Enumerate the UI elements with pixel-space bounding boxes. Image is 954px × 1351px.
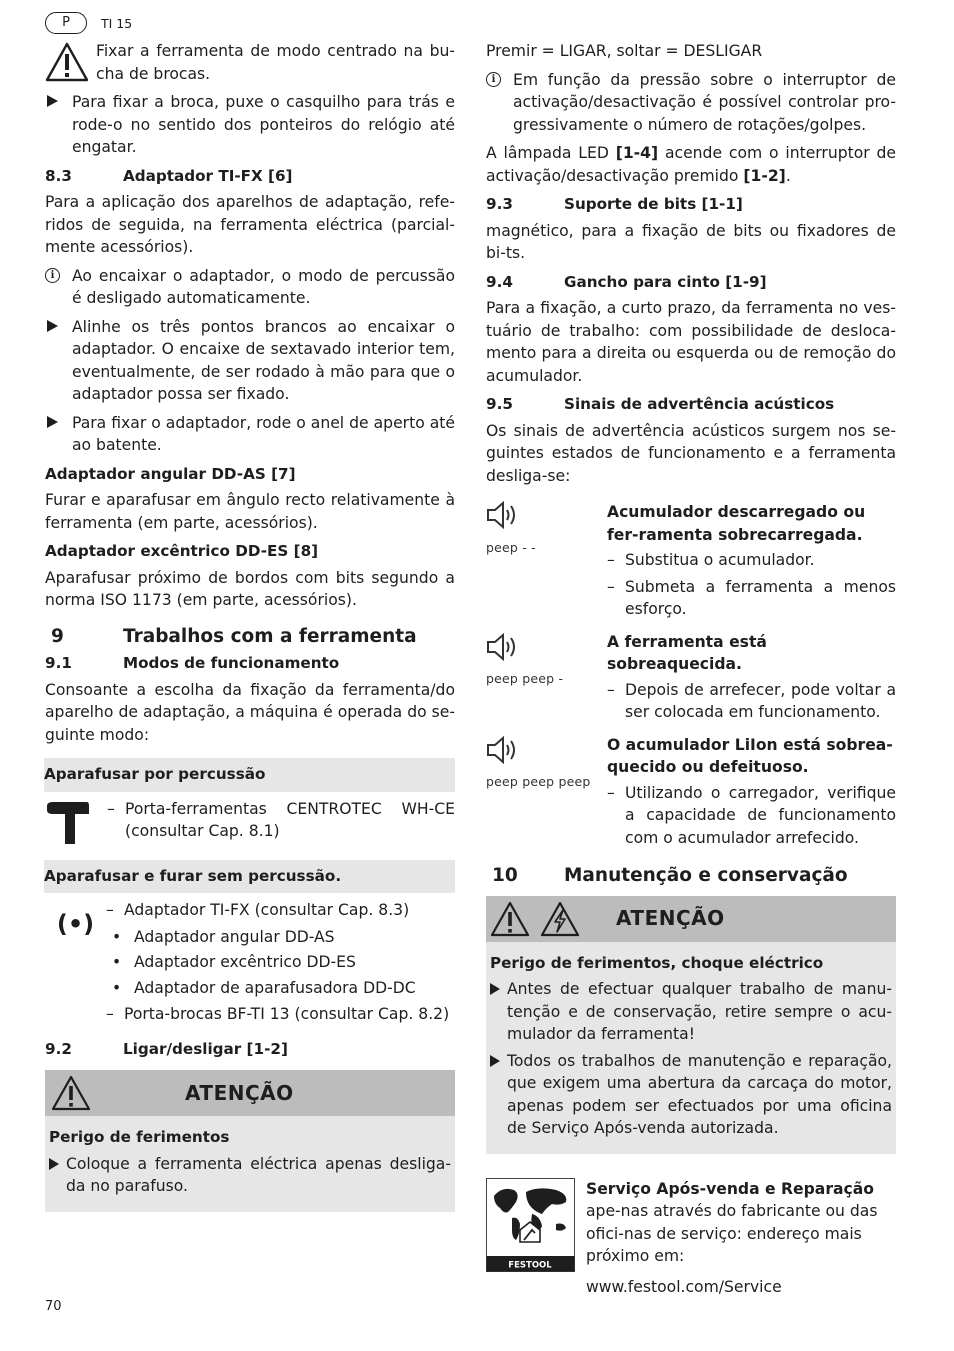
warning-box-header: [486, 896, 896, 942]
section-9-5-text: Os sinais de advertência acústicos surgem nos se-guintes estados de funcionamento e a ferramenta desliga-se:: [486, 421, 896, 485]
warning-triangle-icon: [45, 42, 89, 82]
section-number: 10: [492, 865, 518, 886]
signal-text-block: [607, 631, 896, 724]
warning-title: ATENÇÃO: [185, 1080, 294, 1105]
bullet-text: Para fixar a broca, puxe o casquilho para trás e rode-o no sentido dos ponteiros do relógio até engatar.: [72, 93, 455, 156]
left-column: [45, 40, 455, 1212]
angular-adapter-title: Adaptador angular DD-AS [7]: [45, 464, 296, 483]
signal-icon-block: [486, 501, 607, 621]
section-9-1-text: Consoante a escolha da fixação da ferramenta/do aparelho de adaptação, a máquina é operada do se-guinte modo:: [45, 680, 455, 744]
signal-title: O acumulador LiIon está sobrea-quecido ou defeituoso.: [607, 735, 893, 776]
section-9-4-text: Para a fixação, a curto prazo, da ferramenta no ves-tuário de trabalho: com possibilidade de desloca-mento para a direita ou esquerda ou de remoção do acumulador.: [486, 299, 896, 385]
section-9-5-heading: [486, 393, 896, 416]
warning-box-body: [486, 942, 896, 1154]
signal-item: – Utilizando o carregador, verifique a capacidade de funcionamento com o acumulador arrefecido.: [607, 782, 896, 850]
section-title: Modos de funcionamento: [123, 654, 340, 672]
angular-adapter-text: Furar e aparafusar em ângulo recto relativamente à ferramenta (em parte, acessórios).: [45, 491, 455, 532]
mode-drill-row: [45, 899, 455, 1026]
section-number: 9.2: [45, 1039, 72, 1058]
section-title: Sinais de advertência acústicos: [564, 395, 835, 413]
section-9-1-heading: [45, 652, 455, 675]
mode-drill-sub-1: • Adaptador angular DD-AS: [106, 926, 455, 949]
warning-heading: Perigo de ferimentos: [49, 1128, 230, 1146]
section-number: 9.5: [486, 395, 513, 413]
warning-title: ATENÇÃO: [616, 906, 725, 931]
mode-impact-row: [45, 798, 455, 848]
mode-impact-item: – Porta-ferramentas CENTROTEC WH-CE (consultar Cap. 8.1): [107, 798, 455, 848]
signal-icon-block: [486, 734, 607, 850]
signal-item: – Substitua o acumulador.: [607, 549, 896, 572]
mode-drill-list: [106, 899, 455, 1026]
bullet-fix-drill: [45, 91, 455, 159]
led-ref-1: [1-4]: [615, 144, 659, 162]
bullet-arrow-icon: [490, 1055, 500, 1067]
led-text-part: acende com o interruptor de activação/desactivação premido: [486, 144, 896, 185]
warning-box-body: [45, 1116, 455, 1212]
mode-drill-title: Aparafusar e furar sem percussão.: [44, 860, 455, 894]
warning-triangle-icon: [51, 1075, 91, 1111]
info-switch-pressure: [486, 69, 896, 137]
signal-row-1: [486, 501, 896, 621]
bullet-arrow-icon: [49, 1158, 59, 1170]
service-link[interactable]: www.festool.com/Service: [586, 1277, 782, 1296]
section-title: Trabalhos com a ferramenta: [123, 625, 417, 647]
warning-box-injury: [45, 1070, 455, 1212]
bullet-text: Alinhe os três pontos brancos ao encaixar o adaptador. O encaixe de sextavado interior tem, eventualmente, de ser rodado à mão para que o adaptador possa ser fixado.: [72, 317, 455, 403]
section-title: Gancho para cinto [1-9]: [564, 272, 767, 291]
section-8-3-heading: [45, 165, 455, 188]
language-badge: P: [45, 12, 87, 34]
section-number: 9: [51, 625, 64, 647]
signal-row-3: [486, 734, 896, 850]
signal-peep-label: peep peep -: [486, 671, 564, 686]
section-9-heading: [45, 626, 455, 649]
warning-box-header: [45, 1070, 455, 1116]
section-9-3-text: magnético, para a fixação de bits ou fixadores de bi-ts.: [486, 221, 896, 262]
section-10-heading: [486, 865, 896, 888]
service-block: [486, 1178, 896, 1272]
section-number: 9.4: [486, 272, 513, 291]
section-title: Adaptador TI-FX [6]: [123, 166, 293, 185]
info-auto-hammer-off: [45, 265, 455, 310]
eccentric-adapter-title: Adaptador excêntrico DD-ES [8]: [45, 542, 319, 560]
bullet-text: Coloque a ferramenta eléctrica apenas desliga-da no parafuso.: [66, 1154, 451, 1195]
bullet-arrow-icon: [47, 95, 58, 107]
section-title: Ligar/desligar [1-2]: [123, 1039, 288, 1058]
signal-title: Acumulador descarregado ou fer-ramenta sobrecarregada.: [607, 503, 866, 544]
mode-drill-item-1: – Adaptador TI-FX (consultar Cap. 8.3): [106, 899, 455, 922]
service-title: Serviço Após-venda e Reparação: [586, 1179, 875, 1198]
page-header: [45, 12, 132, 34]
info-text: Ao encaixar o adaptador, o modo de percussão é desligado automaticamente.: [72, 266, 455, 307]
section-9-3-heading: [486, 193, 896, 216]
info-text: Em função da pressão sobre o interruptor de activação/desactivação é possível controlar pro-gressivamente o número de rotações/golpes.: [513, 70, 896, 134]
screw-mode-icon: (•): [56, 910, 95, 938]
section-number: 9.3: [486, 195, 513, 213]
warning-box-maintenance: [486, 896, 896, 1154]
signal-peep-label: peep - -: [486, 539, 536, 555]
model-label: TI 15: [101, 15, 133, 31]
mode-impact-title: Aparafusar por percussão: [44, 758, 455, 792]
signal-peep-label: peep peep peep: [486, 774, 591, 789]
led-text-part: .: [785, 166, 791, 185]
hammer-mode-icon: [45, 800, 95, 848]
electric-shock-icon: [540, 901, 580, 937]
signal-title: A ferramenta está sobreaquecida.: [607, 632, 767, 673]
service-text: [586, 1178, 896, 1272]
bullet-arrow-icon: [490, 983, 500, 995]
bullet-text: Para fixar o adaptador, rode o anel de aperto até ao batente.: [72, 413, 455, 454]
mode-drill-item-2: – Porta-brocas BF-TI 13 (consultar Cap. 8.2): [106, 1003, 455, 1026]
signal-text-block: [607, 501, 896, 621]
led-text: [486, 142, 896, 187]
bullet-align-dots: [45, 316, 455, 406]
warning-bullet: [490, 1050, 892, 1140]
bullet-text: Antes de efectuar qualquer trabalho de manu-tenção e de conservação, retire sempre o acu-mulador da ferramenta!: [507, 980, 892, 1043]
section-9-4-heading: [486, 271, 896, 294]
switch-text: Premir = LIGAR, soltar = DESLIGAR: [486, 42, 763, 60]
signal-icon-block: [486, 631, 607, 724]
warning-note: [45, 40, 455, 85]
speaker-icon: [486, 736, 520, 764]
warning-triangle-icon: [490, 901, 530, 937]
info-icon: i: [45, 268, 60, 283]
signal-item: – Submeta a ferramenta a menos esforço.: [607, 576, 896, 621]
warning-bullet: [490, 978, 892, 1046]
bullet-text: Todos os trabalhos de manutenção e reparação, que exigem uma abertura da carcaça do motor, apenas podem ser efectuados por uma oficina de Serviço Após-venda autorizada.: [507, 1051, 892, 1137]
mode-drill-sub-3: • Adaptador de aparafusadora DD-DC: [106, 977, 455, 1000]
festool-logo-text: FESTOOL: [508, 1260, 552, 1270]
bullet-arrow-icon: [47, 416, 58, 428]
signal-item: – Depois de arrefecer, pode voltar a ser colocada em funcionamento.: [607, 679, 896, 724]
led-text-part: A lâmpada LED: [486, 144, 616, 162]
warning-bullet: [49, 1153, 451, 1198]
section-title: Suporte de bits [1-1]: [564, 195, 743, 213]
bullet-arrow-icon: [47, 320, 58, 332]
page-number: 70: [45, 1299, 62, 1314]
signal-row-2: [486, 631, 896, 724]
speaker-icon: [486, 501, 520, 529]
mode-drill-sub-2: • Adaptador excêntrico DD-ES: [106, 951, 455, 974]
section-title: Manutenção e conservação: [564, 865, 848, 886]
section-number: 9.1: [45, 654, 72, 672]
right-column: [486, 40, 896, 1298]
section-9-2-heading: [45, 1038, 455, 1061]
section-8-3-intro: Para a aplicação dos aparelhos de adaptação, refe-ridos de seguida, na ferramenta eléctrica (parcial-mente acessórios).: [45, 193, 455, 256]
led-ref-2: [1-2]: [743, 166, 786, 185]
eccentric-adapter-text: Aparafusar próximo de bordos com bits segundo a norma ISO 1173 (em parte, acessórios).: [45, 568, 455, 609]
warning-heading: Perigo de ferimentos, choque eléctrico: [490, 953, 824, 972]
info-icon: i: [486, 72, 501, 87]
service-description: ape-nas através do fabricante ou das ofici-nas de serviço: endereço mais próximo em:: [586, 1202, 878, 1265]
bullet-clamp-ring: [45, 412, 455, 457]
warning-text: Fixar a ferramenta de modo centrado na bu-cha de brocas.: [96, 42, 455, 83]
signal-text-block: [607, 734, 896, 850]
speaker-icon: [486, 633, 520, 661]
service-world-map-icon: [486, 1178, 575, 1272]
section-number: 8.3: [45, 166, 72, 185]
